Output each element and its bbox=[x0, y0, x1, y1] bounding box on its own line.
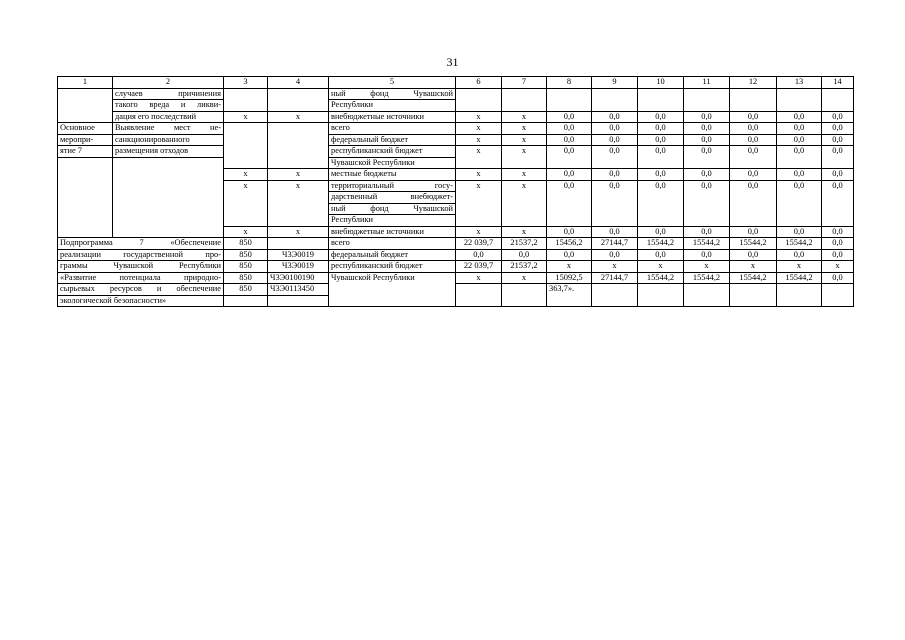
header-cell: 7 bbox=[502, 77, 547, 89]
table-cell: 0,0 bbox=[730, 249, 777, 261]
table-cell: 850 bbox=[224, 249, 268, 261]
table-cell: 0,0 bbox=[638, 249, 684, 261]
table-cell: 0,0 bbox=[592, 180, 638, 226]
table-cell: 0,0 bbox=[730, 111, 777, 123]
table-cell: территориальный госу- bbox=[329, 180, 456, 192]
table-cell: 0,0 bbox=[684, 111, 730, 123]
table-cell: 0,0 bbox=[547, 249, 592, 261]
table-cell: 0,0 bbox=[547, 134, 592, 146]
budget-table bbox=[57, 76, 854, 307]
table-cell: 0,0 bbox=[547, 146, 592, 169]
table-cell: 0,0 bbox=[547, 123, 592, 135]
table-cell: Подпрограмма 7 «Обеспечение bbox=[58, 238, 224, 250]
table-cell bbox=[268, 123, 329, 169]
table-cell: 0,0 bbox=[684, 226, 730, 238]
table-cell: x bbox=[777, 261, 822, 273]
table-cell: Ч3Э0113450 bbox=[268, 284, 329, 296]
table-cell: 363,7». bbox=[547, 284, 592, 307]
table-row bbox=[58, 88, 854, 100]
table-cell: x bbox=[456, 272, 502, 284]
header-cell: 6 bbox=[456, 77, 502, 89]
header-cell: 1 bbox=[58, 77, 113, 89]
table-cell: 22 039,7 bbox=[456, 261, 502, 273]
table-cell: 0,0 bbox=[730, 134, 777, 146]
table-cell bbox=[268, 238, 329, 250]
table-cell: x bbox=[547, 261, 592, 273]
table-cell: размещения отходов bbox=[113, 146, 224, 158]
table-cell: реализации государственной про- bbox=[58, 249, 224, 261]
table-cell: меропри- bbox=[58, 134, 113, 146]
table-cell: x bbox=[638, 261, 684, 273]
table-cell: 0,0 bbox=[684, 169, 730, 181]
table-cell: 0,0 bbox=[822, 238, 854, 250]
table-cell: 0,0 bbox=[822, 180, 854, 226]
table-cell: 22 039,7 bbox=[456, 238, 502, 250]
table-cell: федеральный бюджет bbox=[329, 134, 456, 146]
table-cell: дарственный внебюджет- bbox=[329, 192, 456, 204]
table-cell: x bbox=[502, 180, 547, 226]
header-cell: 13 bbox=[777, 77, 822, 89]
table-cell: 0,0 bbox=[592, 226, 638, 238]
table-cell: 15544,2 bbox=[730, 238, 777, 250]
table-cell: 0,0 bbox=[730, 169, 777, 181]
table-cell bbox=[268, 295, 329, 307]
table-cell: x bbox=[684, 261, 730, 273]
table-cell: 850 bbox=[224, 238, 268, 250]
table-cell: ный фонд Чувашской bbox=[329, 203, 456, 215]
table-cell: 0,0 bbox=[547, 169, 592, 181]
table-cell: x bbox=[822, 261, 854, 273]
table-cell: x bbox=[456, 146, 502, 169]
table-cell: 0,0 bbox=[684, 146, 730, 169]
header-cell: 4 bbox=[268, 77, 329, 89]
table-cell: ятие 7 bbox=[58, 146, 113, 158]
table-cell: 0,0 bbox=[777, 180, 822, 226]
table-cell: 15544,2 bbox=[684, 272, 730, 284]
table-cell: x bbox=[502, 169, 547, 181]
table-cell: 21537,2 bbox=[502, 238, 547, 250]
table-row bbox=[58, 238, 854, 250]
table-cell: 0,0 bbox=[730, 146, 777, 169]
table-cell: внебюджетные источники bbox=[329, 111, 456, 123]
table-cell: 0,0 bbox=[638, 146, 684, 169]
table-cell: 0,0 bbox=[777, 249, 822, 261]
table-cell bbox=[224, 123, 268, 169]
table-cell: 0,0 bbox=[822, 169, 854, 181]
header-cell: 10 bbox=[638, 77, 684, 89]
table-cell bbox=[592, 88, 638, 111]
table-cell: x bbox=[224, 226, 268, 238]
table-cell: «Развитие потенциала природно- bbox=[58, 272, 224, 284]
table-cell: x bbox=[456, 180, 502, 226]
table-cell: 0,0 bbox=[777, 226, 822, 238]
table-cell bbox=[638, 284, 684, 307]
table-cell: x bbox=[502, 123, 547, 135]
header-cell: 5 bbox=[329, 77, 456, 89]
table-cell: x bbox=[268, 180, 329, 226]
table-cell: 0,0 bbox=[592, 111, 638, 123]
table-cell: 0,0 bbox=[730, 226, 777, 238]
table-cell: x bbox=[592, 261, 638, 273]
table-row bbox=[58, 284, 854, 296]
header-cell: 2 bbox=[113, 77, 224, 89]
table-cell: x bbox=[456, 169, 502, 181]
table-cell: x bbox=[502, 111, 547, 123]
table-cell: 0,0 bbox=[777, 169, 822, 181]
header-cell: 14 bbox=[822, 77, 854, 89]
table-cell: 0,0 bbox=[730, 123, 777, 135]
table-cell: Основное bbox=[58, 123, 113, 135]
table-cell: x bbox=[456, 111, 502, 123]
table-cell: x bbox=[456, 226, 502, 238]
table-cell: 0,0 bbox=[777, 123, 822, 135]
table-cell: 0,0 bbox=[638, 180, 684, 226]
table-cell: 0,0 bbox=[684, 249, 730, 261]
table-cell bbox=[456, 284, 502, 307]
table-cell: x bbox=[268, 226, 329, 238]
table-cell: 0,0 bbox=[547, 226, 592, 238]
table-cell: Выявление мест не- bbox=[113, 123, 224, 135]
table-cell: 0,0 bbox=[592, 169, 638, 181]
table-cell bbox=[730, 88, 777, 111]
table-cell: ный фонд Чувашской bbox=[329, 88, 456, 100]
table-cell: 0,0 bbox=[638, 169, 684, 181]
table-cell bbox=[58, 157, 113, 238]
table-cell: x bbox=[456, 123, 502, 135]
table-cell: 0,0 bbox=[592, 123, 638, 135]
table-cell: республиканский бюджет bbox=[329, 146, 456, 158]
table-cell: 0,0 bbox=[822, 123, 854, 135]
table-cell: республиканский бюджет bbox=[329, 261, 456, 273]
table-cell bbox=[456, 88, 502, 111]
table-row bbox=[58, 134, 854, 146]
table-cell: 0,0 bbox=[822, 111, 854, 123]
table-row bbox=[58, 261, 854, 273]
table-cell: всего bbox=[329, 123, 456, 135]
table-cell: Ч3Э0019 bbox=[268, 249, 329, 261]
table-cell bbox=[777, 88, 822, 111]
header-cell: 3 bbox=[224, 77, 268, 89]
table-cell: граммы Чувашской Республики bbox=[58, 261, 224, 273]
table-cell: 0,0 bbox=[592, 134, 638, 146]
table-cell: 0,0 bbox=[777, 111, 822, 123]
table-cell: Чувашской Республики bbox=[329, 272, 456, 307]
table-cell: дация его последствий bbox=[113, 111, 224, 123]
table-cell bbox=[777, 284, 822, 307]
table-cell: случаев причинения bbox=[113, 88, 224, 100]
table-cell: x bbox=[268, 169, 329, 181]
table-cell: 0,0 bbox=[592, 249, 638, 261]
table-cell: 0,0 bbox=[684, 134, 730, 146]
table-cell: 0,0 bbox=[684, 180, 730, 226]
table-cell: местные бюджеты bbox=[329, 169, 456, 181]
table-cell: 0,0 bbox=[547, 180, 592, 226]
table-cell: Республики bbox=[329, 100, 456, 112]
table-cell: Ч3Э0100190 bbox=[268, 272, 329, 284]
table-cell: 0,0 bbox=[638, 226, 684, 238]
table-cell: 15544,2 bbox=[638, 272, 684, 284]
table-cell: x bbox=[502, 146, 547, 169]
table-cell: санкционированного bbox=[113, 134, 224, 146]
header-cell: 12 bbox=[730, 77, 777, 89]
table-cell: Республики bbox=[329, 215, 456, 227]
table-cell bbox=[113, 157, 224, 238]
table-cell: 0,0 bbox=[638, 123, 684, 135]
table-cell: x bbox=[502, 134, 547, 146]
table-cell: x bbox=[224, 169, 268, 181]
table-cell: x bbox=[730, 261, 777, 273]
table-cell: x bbox=[224, 111, 268, 123]
table-cell: 15092,5 bbox=[547, 272, 592, 284]
table-cell: x bbox=[224, 180, 268, 226]
table-cell: 15544,2 bbox=[777, 238, 822, 250]
table-cell: 15456,2 bbox=[547, 238, 592, 250]
table-cell: 0,0 bbox=[822, 134, 854, 146]
table-row bbox=[58, 249, 854, 261]
table-cell: 0,0 bbox=[777, 146, 822, 169]
table-cell bbox=[224, 295, 268, 307]
table-cell: федеральный бюджет bbox=[329, 249, 456, 261]
table-row bbox=[58, 272, 854, 284]
table-cell: 0,0 bbox=[456, 249, 502, 261]
table-cell: 0,0 bbox=[684, 123, 730, 135]
table-cell: 850 bbox=[224, 284, 268, 296]
table-cell: x bbox=[502, 226, 547, 238]
table-cell: 27144,7 bbox=[592, 272, 638, 284]
table-cell: 15544,2 bbox=[638, 238, 684, 250]
table-cell: 21537,2 bbox=[502, 261, 547, 273]
table-cell: экологической безопасности» bbox=[58, 295, 224, 307]
header-row bbox=[58, 77, 854, 89]
table-cell: 0,0 bbox=[502, 249, 547, 261]
page-number: 31 bbox=[446, 55, 459, 69]
header-cell: 11 bbox=[684, 77, 730, 89]
table-cell bbox=[547, 88, 592, 111]
table-cell: Ч3Э0019 bbox=[268, 261, 329, 273]
table-cell: 0,0 bbox=[777, 134, 822, 146]
table-cell bbox=[684, 88, 730, 111]
table-cell: 0,0 bbox=[638, 134, 684, 146]
table-cell: x bbox=[502, 272, 547, 284]
table-cell: сырьевых ресурсов и обеспечение bbox=[58, 284, 224, 296]
table-row bbox=[58, 123, 854, 135]
table-cell: 0,0 bbox=[822, 146, 854, 169]
table-cell: 0,0 bbox=[638, 111, 684, 123]
table-cell: 0,0 bbox=[822, 249, 854, 261]
table-cell bbox=[502, 284, 547, 307]
table-cell: x bbox=[268, 111, 329, 123]
table-cell bbox=[684, 284, 730, 307]
table-cell bbox=[224, 88, 268, 111]
table-cell: 15544,2 bbox=[730, 272, 777, 284]
table-row bbox=[58, 111, 854, 123]
table-cell bbox=[730, 284, 777, 307]
table-cell bbox=[592, 284, 638, 307]
table-cell: Чувашской Республики bbox=[329, 157, 456, 169]
table-cell: 15544,2 bbox=[777, 272, 822, 284]
table-cell: 0,0 bbox=[592, 146, 638, 169]
table-cell: 27144,7 bbox=[592, 238, 638, 250]
table-cell bbox=[638, 88, 684, 111]
table-cell: 0,0 bbox=[822, 226, 854, 238]
table-cell: 15544,2 bbox=[684, 238, 730, 250]
table-cell: такого вреда и ликви- bbox=[113, 100, 224, 112]
table-cell bbox=[58, 88, 113, 123]
table-cell: внебюджетные источники bbox=[329, 226, 456, 238]
table-cell: 850 bbox=[224, 272, 268, 284]
table-cell bbox=[502, 88, 547, 111]
table-row bbox=[58, 146, 854, 158]
header-cell: 8 bbox=[547, 77, 592, 89]
table-cell: 0,0 bbox=[730, 180, 777, 226]
header-cell: 9 bbox=[592, 77, 638, 89]
table-cell: 850 bbox=[224, 261, 268, 273]
table-cell: 0,0 bbox=[822, 272, 854, 284]
table-cell: 0,0 bbox=[547, 111, 592, 123]
table-cell bbox=[268, 88, 329, 111]
table-cell bbox=[822, 88, 854, 111]
table-cell bbox=[822, 284, 854, 307]
table-cell: всего bbox=[329, 238, 456, 250]
table-cell: x bbox=[456, 134, 502, 146]
